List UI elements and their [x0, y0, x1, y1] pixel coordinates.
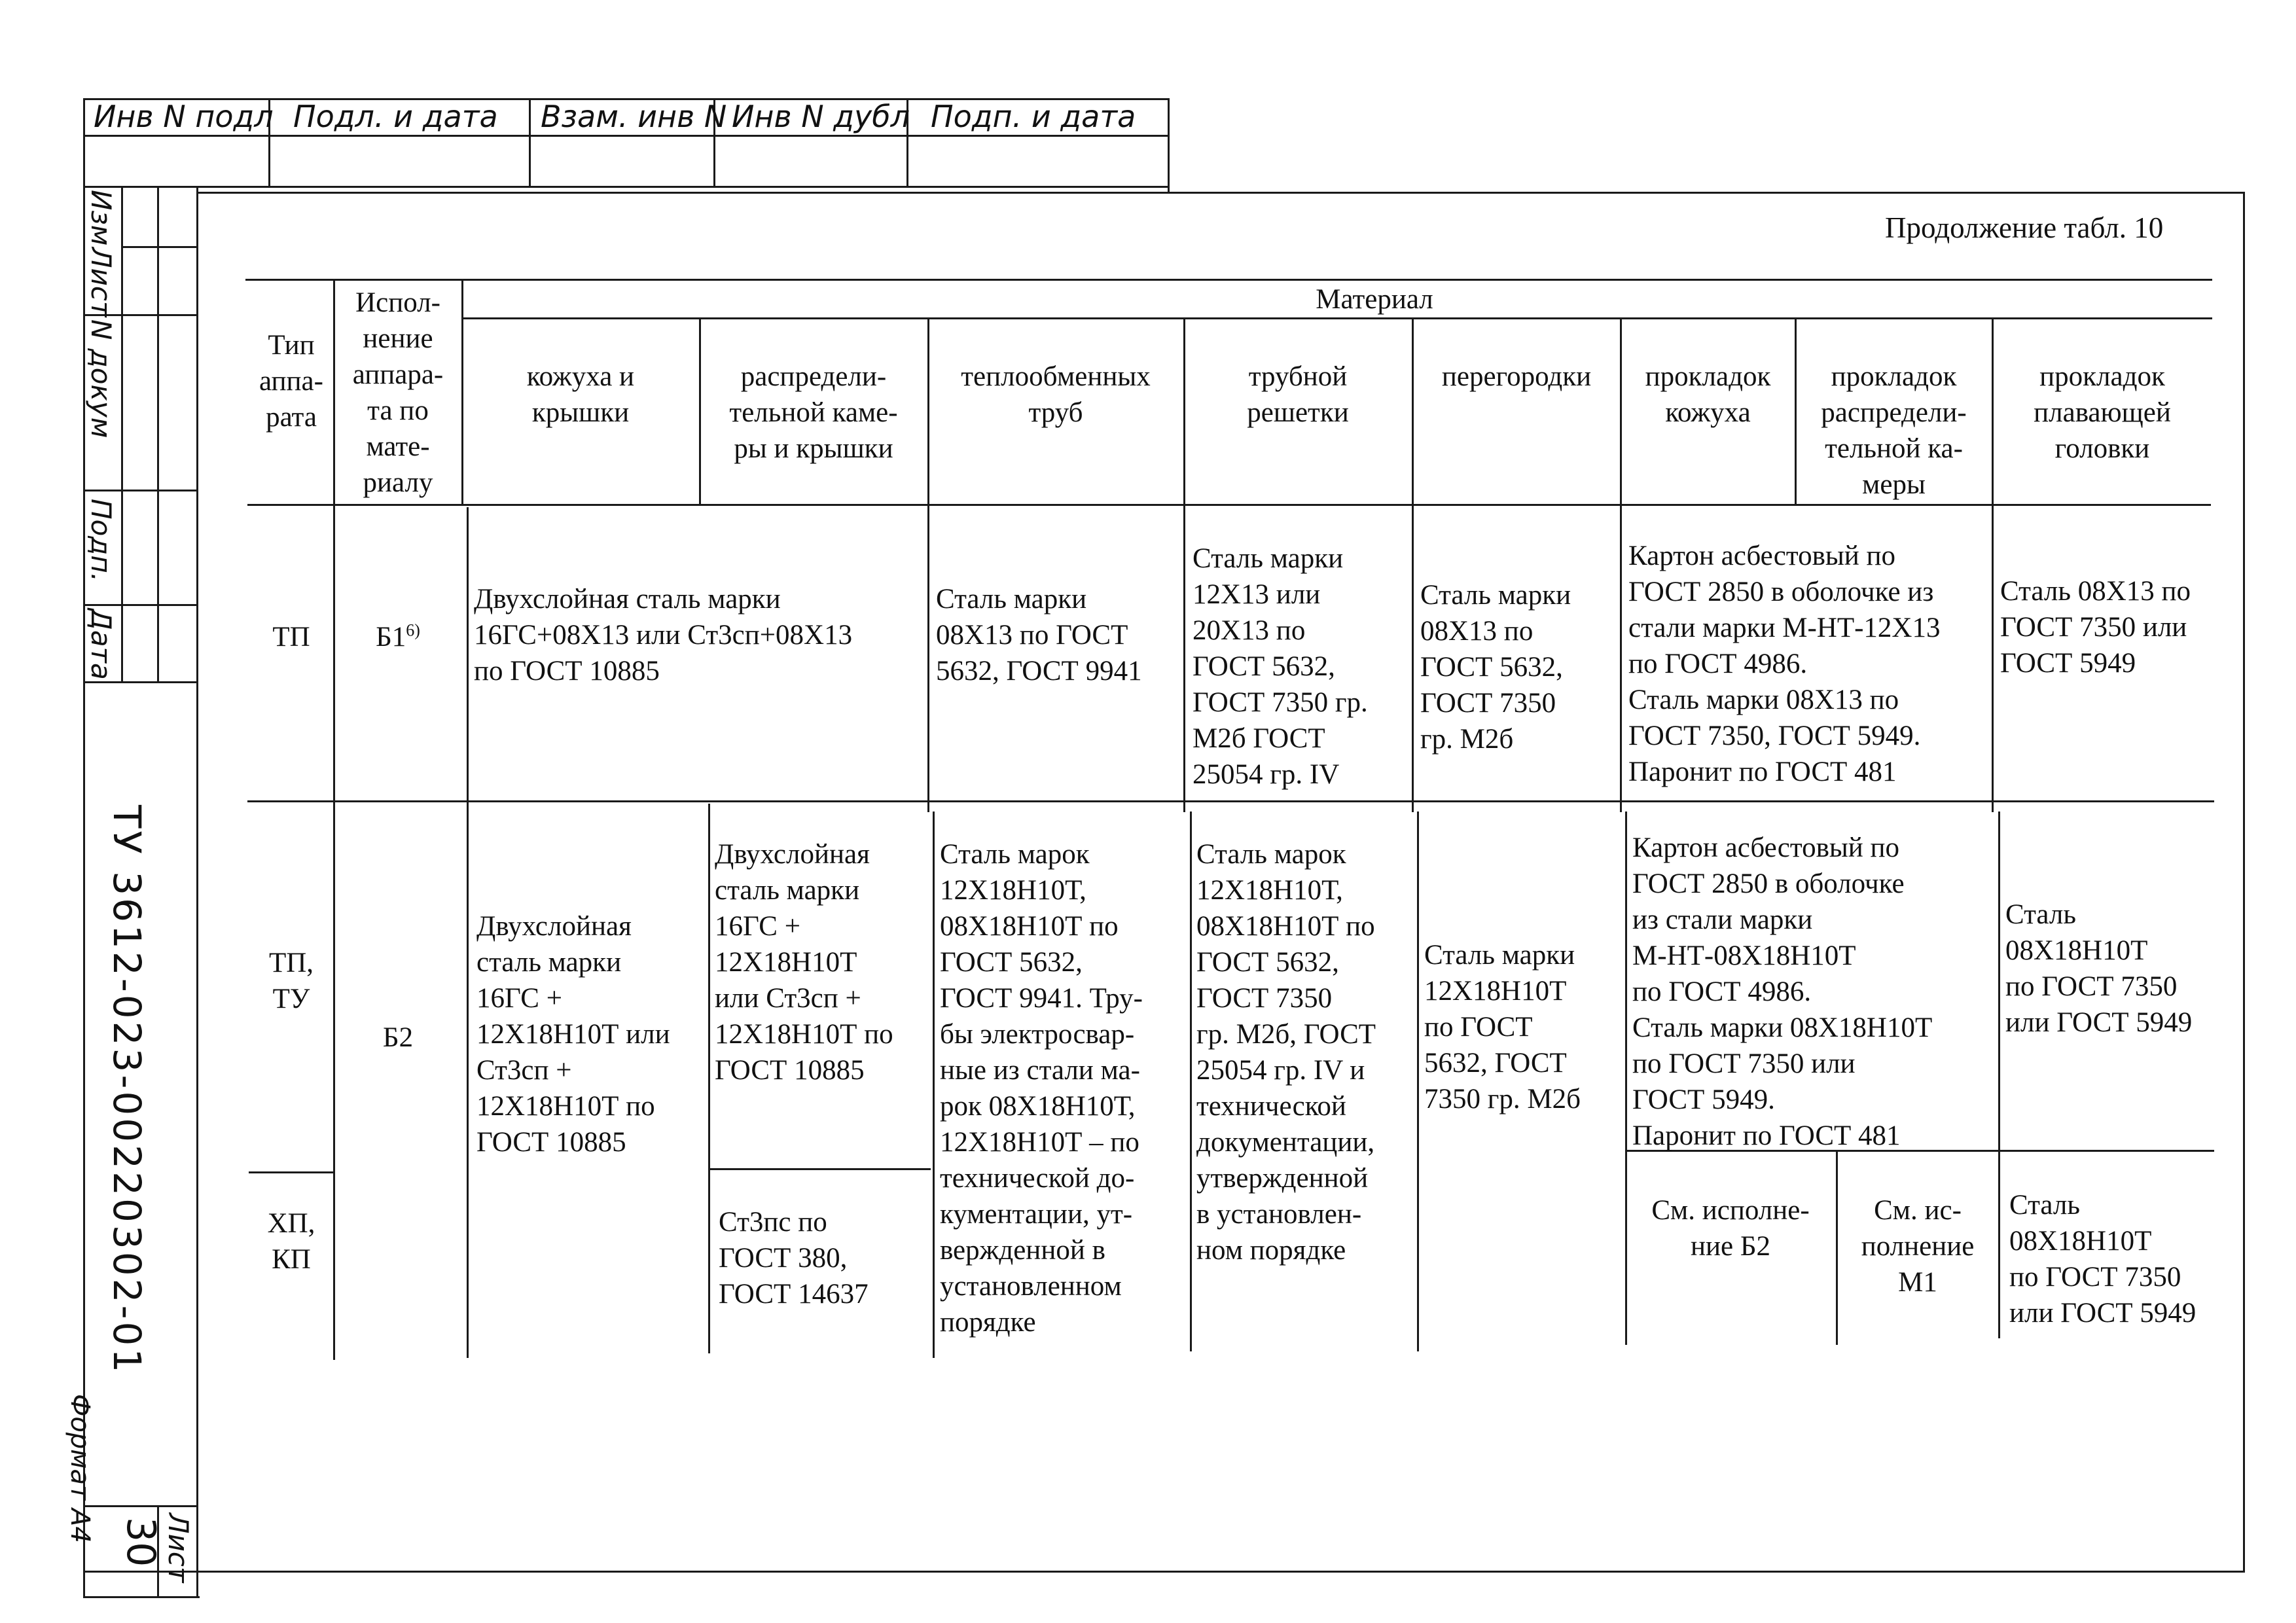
- sheet-number: 30: [118, 1517, 164, 1567]
- side-data: Дата: [85, 609, 117, 680]
- r1-gaskets: Картон асбестовый по ГОСТ 2850 в оболочке из стали марки М-НТ-12Х13 по ГОСТ 4986. Сталь марки 08Х13 по ГОСТ 7350, ГОСТ 5949. Паронит по ГОСТ 481: [1628, 541, 1941, 787]
- head-col-chamber-gasket: прокладок распредели- тельной ка- меры: [1821, 361, 1967, 500]
- head-col-float-gasket: прокладок плавающей головки: [2034, 361, 2171, 464]
- r1-float-gasket: Сталь 08Х13 по ГОСТ 7350 или ГОСТ 5949: [2000, 576, 2191, 679]
- r2-tubes: Сталь марок 12Х18Н10Т, 08Х18Н10Т по ГОСТ 5632, ГОСТ 9941. Тру- бы электросвар- ные из стали ма- рок 08Х18Н10Т, 12Х18Н10Т – по технической до- кументации, ут- вержденной в установленном порядке: [940, 839, 1143, 1338]
- r3-chamber-gasket: См. ис- полнение М1: [1861, 1195, 1975, 1298]
- head-col-tubesheet: трубной решетки: [1247, 361, 1349, 428]
- r2-type: ТП, ТУ: [268, 948, 314, 1014]
- stamp-podp-data-2: Подп. и дата: [931, 99, 1136, 134]
- r3-shell-gasket: См. исполне- ние Б2: [1651, 1195, 1810, 1262]
- head-col-chamber: распредели- тельной каме- ры и крышки: [729, 361, 898, 464]
- head-col-shell: кожуха и крышки: [526, 361, 635, 428]
- table-caption: Продолжение табл. 10: [1885, 211, 2164, 244]
- stamp-podp-data: Подл. и дата: [293, 99, 498, 134]
- head-col-tubes: теплообменных труб: [961, 361, 1151, 428]
- r2-float-gasket: Сталь 08Х18Н10Т по ГОСТ 7350 или ГОСТ 5949: [2005, 899, 2193, 1038]
- r1-variant: [334, 619, 462, 655]
- side-podp: Подп.: [85, 499, 117, 582]
- r1-tubes: Сталь марки 08Х13 по ГОСТ 5632, ГОСТ 9941: [936, 584, 1142, 687]
- r1-baffle: Сталь марки 08Х13 по ГОСТ 5632, ГОСТ 7350 гр. М2б: [1420, 580, 1571, 755]
- r1-type: ТП: [272, 622, 310, 652]
- side-izm: Изм: [85, 190, 117, 246]
- r1-variant-value: Б1: [376, 622, 406, 652]
- r1-variant-note: 6): [406, 620, 420, 640]
- format-label: Формат А4: [65, 1394, 95, 1543]
- head-type: Тип аппа- рата: [259, 330, 323, 433]
- side-n-dokum: N докум: [85, 319, 117, 438]
- r3-type: ХП, КП: [267, 1208, 315, 1275]
- r1-tubesheet: Сталь марки 12Х13 или 20Х13 по ГОСТ 5632, ГОСТ 7350 гр. М2б ГОСТ 25054 гр. IV: [1193, 543, 1368, 790]
- stamp-vzam-inv: Взам. инв N: [541, 99, 727, 134]
- side-list: Лист: [85, 247, 117, 317]
- r1-shell-chamber: Двухслойная сталь марки 16ГС+08Х13 или Ст3сп+08Х13 по ГОСТ 10885: [474, 584, 853, 687]
- r2-shell: Двухслойная сталь марки 16ГС + 12Х18Н10Т или Ст3сп + 12Х18Н10Т по ГОСТ 10885: [476, 911, 670, 1158]
- r2-gaskets: Картон асбестовый по ГОСТ 2850 в оболочке из стали марки М-НТ-08Х18Н10Т по ГОСТ 4986. Сталь марки 08Х18Н10Т по ГОСТ 7350 или ГОСТ 5949. Паронит по ГОСТ 481: [1632, 832, 1933, 1151]
- stamp-inv-podl: Инв N подл: [94, 99, 274, 134]
- head-col-shell-gasket: прокладок кожуха: [1645, 361, 1771, 428]
- stamp-inv-dubl: Инв N дубл: [732, 99, 910, 134]
- r2-tubesheet: Сталь марок 12Х18Н10Т, 08Х18Н10Т по ГОСТ 5632, ГОСТ 7350 гр. М2б, ГОСТ 25054 гр. IV и технической документации, утвержденной в установлен- ном порядке: [1196, 839, 1376, 1266]
- r2-chamber: Двухслойная сталь марки 16ГС + 12Х18Н10Т или Ст3сп + 12Х18Н10Т по ГОСТ 10885: [715, 839, 893, 1086]
- head-variant: Испол- нение аппара- та по мате- риалу: [352, 287, 444, 498]
- sheet-label: Лист: [162, 1513, 194, 1583]
- r3-float-gasket: Сталь 08Х18Н10Т по ГОСТ 7350 или ГОСТ 5949: [2009, 1190, 2197, 1329]
- r2-variant: Б2: [382, 1022, 414, 1053]
- head-material: Материал: [1316, 284, 1433, 315]
- head-col-baffle: перегородки: [1441, 361, 1592, 392]
- doc-code: ТУ 3612-023-00220302-01: [105, 805, 149, 1376]
- r3-chamber: Ст3пс по ГОСТ 380, ГОСТ 14637: [719, 1207, 869, 1310]
- r2-baffle: Сталь марки 12Х18Н10Т по ГОСТ 5632, ГОСТ 7350 гр. М2б: [1424, 940, 1581, 1115]
